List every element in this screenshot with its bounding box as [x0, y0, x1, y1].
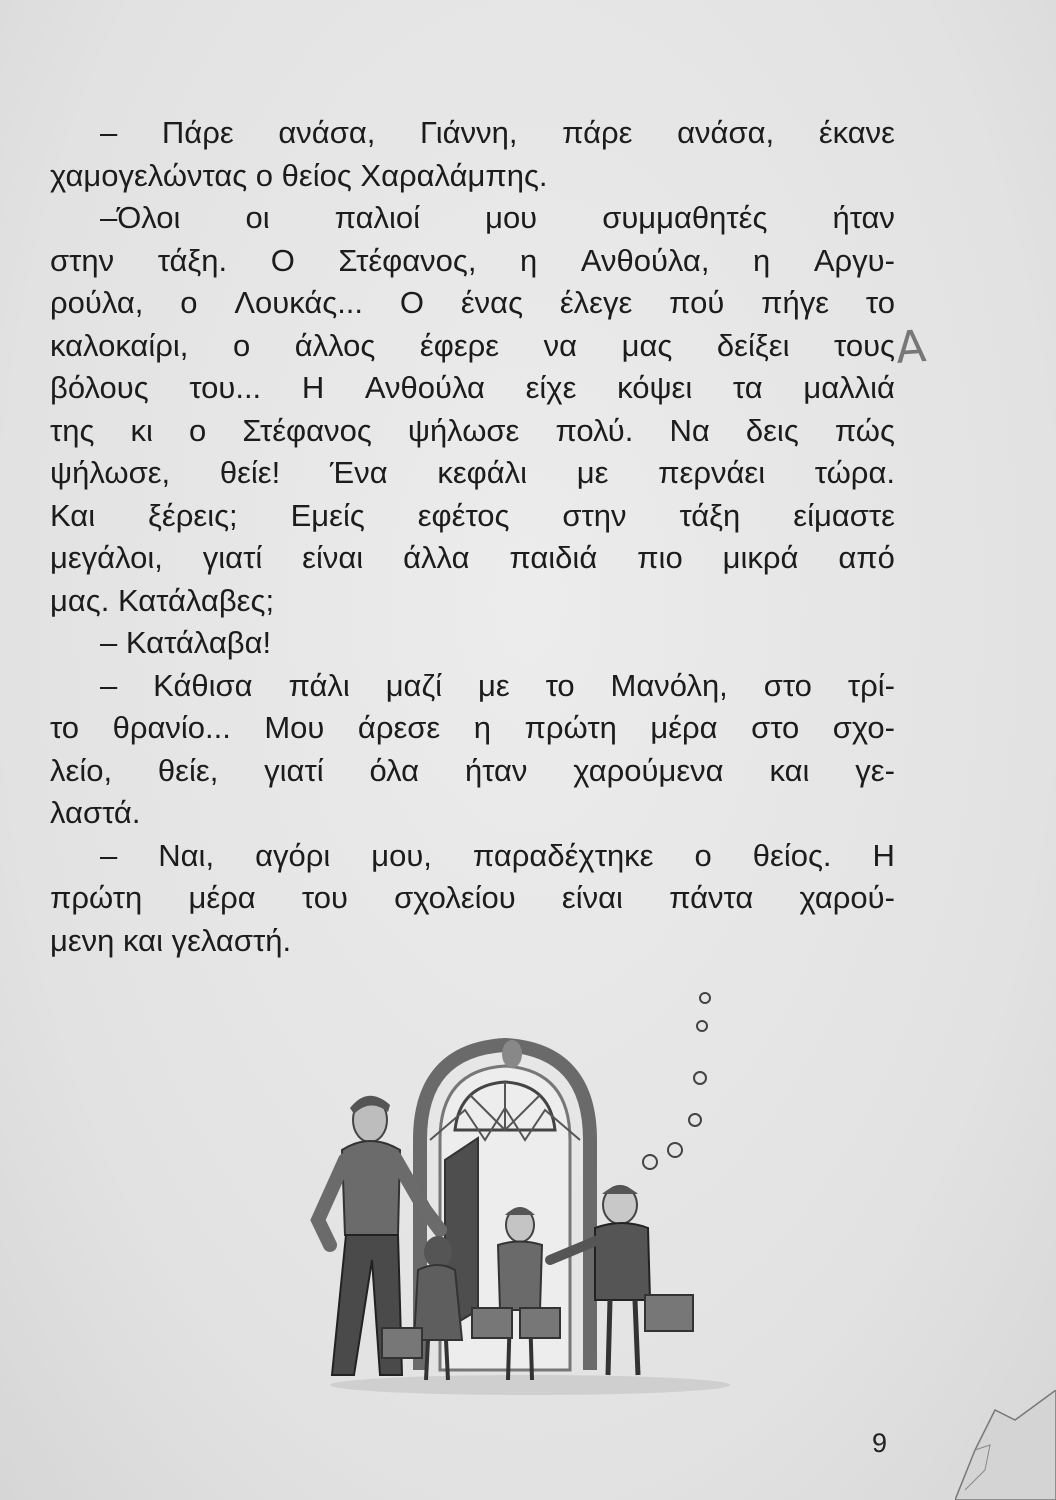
text-line: το θρανίο... Μου άρεσε η πρώτη μέρα στο σχο-: [50, 710, 895, 745]
schoolbag: [645, 1295, 693, 1331]
text-line: βόλους του... Η Ανθούλα είχε κόψει τα μαλλιά: [50, 370, 895, 405]
torn-corner: [955, 1390, 1056, 1500]
text-line: μας. Κατάλαβες;: [50, 582, 275, 618]
thought-bubbles: [643, 993, 710, 1169]
text-line: καλοκαίρι, ο άλλος έφερε να μας δείξει τους: [50, 327, 895, 363]
keystone-ornament: [502, 1040, 522, 1068]
text-line: – Κάθισα πάλι μαζί με το Μανόλη, στο τρί-: [100, 667, 895, 703]
text-line: της κι ο Στέφανος ψήλωσε πολύ. Να δεις πώς: [50, 412, 895, 448]
text-line: ψήλωσε, θείε! Ένα κεφάλι με περνάει τώρα.: [50, 455, 895, 490]
schoolbag: [382, 1328, 422, 1358]
text-line: Και ξέρεις; Εμείς εφέτος στην τάξη είμαστε: [50, 497, 895, 533]
text-line: λείο, θείε, γιατί όλα ήταν χαρούμενα και γε-: [50, 752, 895, 788]
schoolbag: [472, 1308, 512, 1338]
text-line: –Όλοι οι παλιοί μου συμμαθητές ήταν: [100, 200, 895, 235]
text-line: πρώτη μέρα του σχολείου είναι πάντα χαρού-: [50, 880, 895, 915]
text-line: μεγάλοι, γιατί είναι άλλα παιδιά πιο μικρά από: [50, 540, 895, 575]
text-line: ρούλα, ο Λουκάς... Ο ένας έλεγε πού πήγε το: [50, 285, 895, 320]
handwritten-margin-mark: A: [894, 321, 928, 374]
text-line: – Ναι, αγόρι μου, παραδέχτηκε ο θείος. Η: [100, 837, 895, 873]
schoolbag: [520, 1308, 560, 1338]
school-entrance-illustration: [250, 990, 730, 1400]
text-line: μενη και γελαστή.: [50, 922, 292, 958]
story-text: [50, 112, 895, 962]
text-line: στην τάξη. Ο Στέφανος, η Ανθούλα, η Αργυ-: [50, 242, 895, 278]
text-line: – Κατάλαβα!: [100, 625, 272, 660]
page-number: 9: [872, 1428, 888, 1458]
text-line: λαστά.: [50, 795, 141, 830]
text-line: χαμογελώντας ο θείος Χαραλάμπης.: [50, 157, 548, 193]
text-line: – Πάρε ανάσα, Γιάννη, πάρε ανάσα, έκανε: [100, 115, 895, 150]
